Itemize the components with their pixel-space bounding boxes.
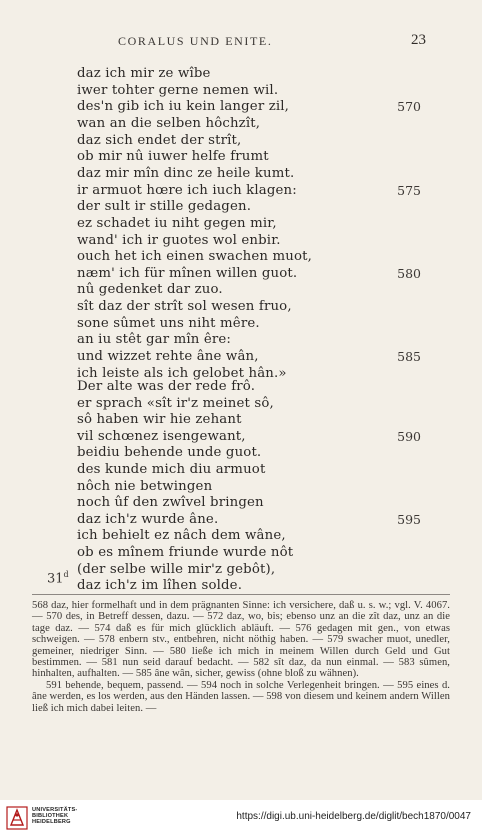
verse-line: ouch het ich einen swachen muot, (77, 249, 312, 265)
verse-line: vil schœnez isengewant, (77, 428, 246, 444)
printer-signature: 31$^d$ (47, 570, 69, 587)
page-number: 23 (411, 32, 426, 48)
footnote-rule (32, 594, 450, 595)
verse-line: (der selbe wille mir'z gebôt), (77, 561, 276, 577)
verse-line: sô haben wir hie zehant (77, 412, 242, 428)
verse-line: ich leiste als ich gelobet hân.» (77, 365, 287, 381)
verse-line: daz ich mir ze wîbe (77, 66, 211, 81)
verse-line: wan an die selben hôchzît, (77, 115, 261, 131)
verse-line: beidiu behende unde guot. (77, 445, 262, 461)
verse-line: und wizzet rehte âne wân, (77, 349, 259, 365)
verse-line: daz ich'z im lîhen solde. (77, 578, 243, 594)
verse-line: ob es mînem friunde wurde nôt (77, 545, 294, 560)
verse-line: der sult ir stille gedagen. (77, 199, 252, 215)
verse-line: Der alte was der rede frô. (77, 379, 256, 394)
verse-line: er sprach «sît ir'z meinet sô, (77, 395, 274, 411)
verse-line: an iu stêt gar mîn êre: (77, 332, 232, 348)
footnotes (32, 600, 450, 714)
line-number: 570 (397, 99, 421, 115)
line-number: 575 (397, 182, 421, 198)
verse-line: daz ich'z wurde âne. (77, 511, 219, 527)
verse-line: daz mir mîn dinc ze heile kumt. (77, 165, 295, 181)
running-title: CORALUS UND ENITE. (118, 34, 273, 48)
line-number: 580 (397, 265, 421, 281)
verse-line: ez schadet iu niht gegen mir, (77, 215, 277, 231)
library-name: UNIVERSITÄTS- BIBLIOTHEK HEIDELBERG (32, 807, 78, 826)
line-number: 595 (397, 511, 421, 527)
footnote-paragraph: 591 behende, bequem, passend. — 594 noch in solche Verlegenheit bringen. — 595 eines d. âne werden, es los werden, aus den Händen lassen. — 598 von diesem und keinem andern Willen ließ ich mich dabei leiten. — (32, 679, 450, 714)
verse-line: noch ûf den zwîvel bringen (77, 495, 264, 511)
line-number: 585 (397, 349, 421, 365)
verse-line: nôch nie betwingen (77, 478, 213, 494)
verse-line: ob mir nû iuwer helfe frumt (77, 149, 269, 165)
verse-line: wand' ich ir guotes wol enbir. (77, 232, 281, 248)
verse-line: des'n gib ich iu kein langer zil, (77, 99, 290, 115)
verse-line: ich behielt ez nâch dem wâne, (77, 528, 286, 544)
footnote-paragraph: 568 daz, hier formelhaft und in dem prägnanten Sinne: ich versichere, daß u. s. w.; vgl. V. 4067. — 570 des, in Betreff dessen, dazu. — 572 daz, wo, bis; ebenso unz an die zît daz, unz an die tage daz. — 574 daß es für mich glücklich abläuft. — 576 gedagen mit gen., von etwas schweigen. — 578 enbern stv., entbehren, nicht nöthig haben. — 579 swacher muot, unedler, gemeiner, niedriger Sinn. — 580 ließe ich mich in meinem Willen durch Geld und Gut bestimmen. — 581 nun seid darauf bedacht. — 582 sît daz, da nun einmal. — 583 sûmen, hinhalten, aufhalten. — 585 âne wân, sicher, gewiss (ohne bloß zu wähnen). (32, 600, 450, 680)
verse-line: sone sûmet uns niht mêre. (77, 315, 260, 331)
library-seal-icon (6, 806, 28, 830)
source-url-link[interactable]: https://digi.ub.uni-heidelberg.de/diglit/bech1870/0047 (236, 811, 471, 822)
verse-line: des kunde mich diu armuot (77, 462, 266, 477)
verse-line: ir armuot hœre ich iuch klagen: (77, 182, 297, 198)
verse-line: nû gedenket dar zuo. (77, 282, 223, 298)
verse-line: daz sich endet der strît, (77, 132, 242, 148)
running-head (0, 34, 482, 50)
verse-line: iwer tohter gerne nemen wil. (77, 82, 279, 98)
verse-line: sît daz der strît sol wesen fruo, (77, 299, 292, 315)
line-number: 590 (397, 428, 421, 444)
verse-line: næm' ich für mînen willen guot. (77, 265, 298, 281)
